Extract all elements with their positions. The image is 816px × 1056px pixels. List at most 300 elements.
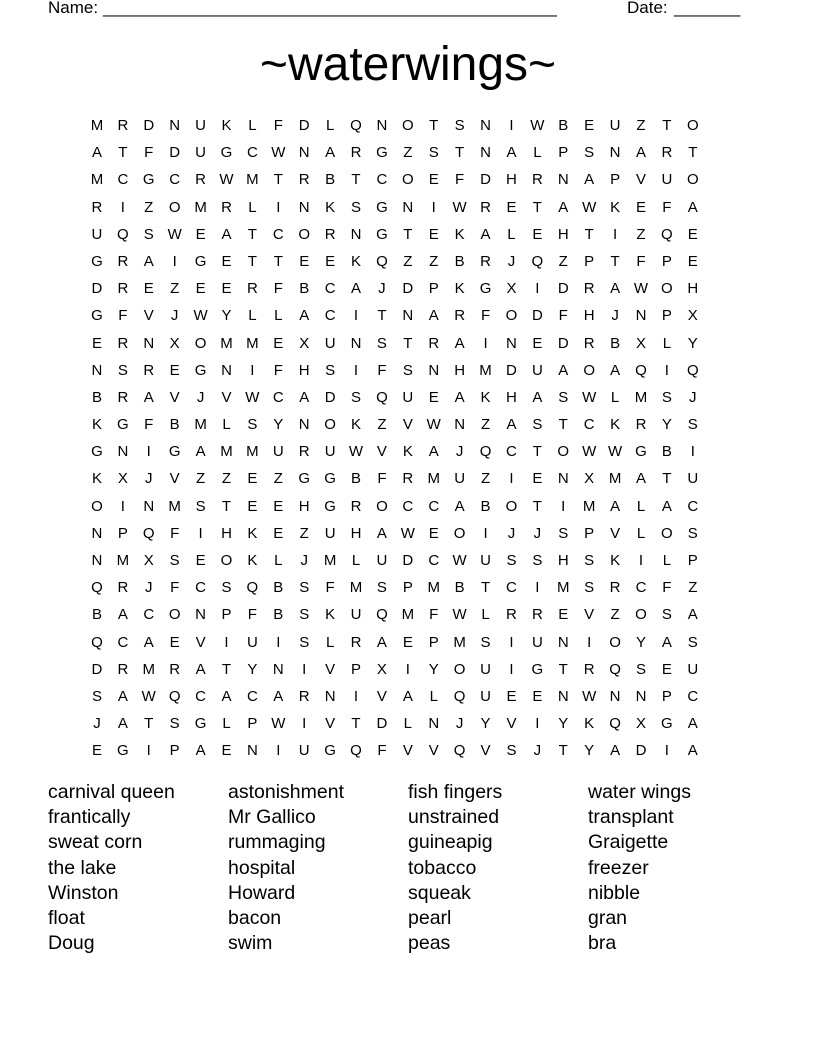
grid-letter: L [351,552,361,569]
grid-letter: Q [635,361,647,379]
grid-letter: Y [428,660,439,678]
grid-letter: A [506,416,517,434]
grid-letter: B [351,470,362,488]
grid-letter: Q [350,117,362,134]
grid-letter: F [247,606,257,624]
grid-letter: Z [377,416,387,434]
grid-row [84,275,732,302]
grid-letter: P [117,524,128,542]
grid-letter: Z [636,117,646,134]
grid-letter: R [298,171,310,189]
grid-letter: F [144,416,154,434]
grid-letter: R [117,579,129,597]
grid-letter: Z [195,470,206,488]
grid-letter: Y [247,660,258,678]
grid-letter: W [452,198,467,216]
grid-letter: S [299,579,310,597]
grid-row [84,194,732,221]
grid-letter: A [402,687,413,705]
grid-letter: Q [246,579,259,597]
grid-letter: C [272,225,284,243]
grid-letter: H [454,361,466,379]
date-blank-line: _______ [674,0,741,17]
name-blank-line: ________________________________________________ [103,0,557,17]
grid-letter: A [687,742,698,760]
grid-letter: M [246,171,259,189]
grid-letter: O [401,171,414,189]
grid-row [84,710,732,737]
grid-letter: N [298,416,310,434]
grid-letter: A [376,524,387,542]
grid-row [84,112,732,139]
grid-letter: A [661,497,672,515]
grid-letter: M [401,606,415,624]
grid-letter: D [91,660,103,678]
grid-letter: Q [479,443,492,461]
grid-letter: P [661,307,672,325]
grid-letter: X [117,470,128,488]
grid-letter: T [532,497,542,515]
grid-letter: F [170,524,180,542]
word-bank-item: sweat corn [48,831,143,854]
grid-letter: K [610,552,621,569]
grid-letter: S [169,552,180,569]
grid-letter: A [558,198,569,216]
grid-letter: H [506,171,517,189]
grid-letter: A [91,144,102,162]
grid-letter: S [91,687,102,705]
grid-letter: N [635,687,647,705]
word-bank-item: hospital [228,856,296,879]
grid-letter: A [428,307,439,325]
grid-letter: U [91,225,103,243]
grid-letter: Z [221,470,232,488]
word-bank-item: Mr Gallico [228,806,316,829]
grid-letter: S [532,552,543,569]
grid-letter: M [194,198,207,216]
grid-letter: U [376,552,388,569]
grid-letter: I [509,660,514,678]
grid-letter: I [302,715,307,733]
grid-letter: A [687,715,698,733]
grid-letter: A [195,443,206,461]
grid-letter: Q [376,388,388,406]
grid-letter: F [429,606,439,624]
grid-letter: U [454,470,466,488]
grid-letter: M [220,334,233,352]
grid-letter: L [325,633,335,651]
grid-letter: R [480,252,491,270]
grid-letter: Z [480,470,491,488]
word-bank-item: transplant [588,806,674,829]
grid-letter: P [661,687,672,705]
grid-letter: L [248,198,257,216]
grid-letter: Z [558,252,568,270]
grid-letter: N [350,334,362,352]
grid-letter: H [506,388,517,406]
grid-letter: W [141,687,156,705]
grid-row [84,629,732,656]
grid-letter: C [376,171,388,189]
grid-letter: W [633,280,649,298]
grid-letter: C [117,633,129,651]
grid-letter: N [91,552,103,569]
grid-letter: U [246,633,258,651]
grid-letter: V [584,606,595,624]
grid-letter: G [479,280,492,298]
grid-letter: L [222,715,231,733]
grid-letter: G [324,742,336,760]
grid-letter: M [90,171,104,189]
grid-letter: Q [609,660,621,678]
grid-letter: A [635,470,646,488]
grid-letter: E [428,388,439,406]
word-bank-item: water wings [588,781,691,803]
grid-letter: S [325,361,336,379]
grid-letter: T [144,715,154,733]
grid-row [84,574,732,601]
grid-letter: S [351,388,362,406]
grid-letter: W [348,443,364,461]
grid-letter: W [245,388,260,406]
grid-letter: Y [687,334,698,352]
grid-letter: I [276,742,281,760]
grid-letter: U [480,687,491,705]
grid-letter: Q [91,633,103,651]
grid-letter: Z [273,470,283,488]
grid-letter: N [428,715,440,733]
grid-letter: E [273,524,284,542]
grid-letter: J [170,307,179,325]
grid-letter: I [198,524,203,542]
grid-letter: A [635,144,646,162]
grid-letter: N [298,144,310,162]
grid-letter: M [168,497,181,515]
grid-letter: A [610,280,621,298]
grid-letter: N [454,416,466,434]
grid-letter: C [324,307,336,325]
grid-letter: H [557,225,569,243]
grid-letter: Z [403,144,413,162]
grid-letter: O [609,633,621,651]
grid-letter: E [532,225,543,243]
grid-letter: I [664,361,669,379]
grid-letter: E [506,198,517,216]
grid-letter: T [273,171,283,189]
grid-letter: Z [636,225,646,243]
grid-letter: M [427,470,440,488]
word-bank-item: pearl [408,906,452,929]
grid-letter: N [117,443,129,461]
grid-letter: A [687,606,698,624]
grid-letter: S [558,388,569,406]
grid-letter: V [169,388,180,406]
grid-letter: J [533,524,542,542]
grid-letter: E [195,552,206,569]
grid-letter: V [169,470,180,488]
grid-letter: R [350,633,362,651]
grid-letter: B [299,280,310,298]
grid-letter: J [689,388,697,406]
grid-letter: I [509,117,514,134]
grid-letter: M [582,497,596,515]
grid-letter: W [582,388,597,406]
grid-letter: U [480,660,491,678]
grid-letter: M [453,633,466,651]
grid-letter: L [325,117,335,134]
grid-letter: I [353,687,359,705]
grid-letter: S [506,742,517,760]
grid-letter: F [118,307,128,325]
grid-letter: A [117,606,128,624]
grid-row [84,221,732,248]
grid-letter: T [273,252,283,270]
grid-letter: P [428,633,439,651]
grid-letter: D [143,117,155,134]
grid-letter: Q [142,524,155,542]
grid-letter: E [299,252,310,270]
grid-letter: E [169,633,180,651]
grid-letter: L [248,307,257,325]
grid-letter: T [403,225,413,243]
grid-letter: O [505,307,518,325]
grid-letter: I [535,280,540,298]
grid-letter: B [558,117,569,134]
grid-letter: M [323,552,337,569]
grid-letter: L [610,388,620,406]
grid-letter: K [454,225,465,243]
grid-letter: N [195,606,206,624]
grid-letter: N [557,687,569,705]
grid-letter: N [350,225,362,243]
grid-letter: I [250,361,255,379]
grid-letter: Y [558,715,569,733]
grid-letter: R [402,470,414,488]
grid-letter: U [687,470,699,488]
grid-letter: U [480,552,491,569]
grid-letter: S [584,144,595,162]
grid-letter: M [246,443,259,461]
grid-letter: Z [610,606,620,624]
grid-letter: E [143,280,154,298]
grid-letter: S [299,633,310,651]
grid-letter: V [480,742,491,760]
grid-letter: V [402,416,413,434]
grid-letter: V [143,307,154,325]
word-bank-item: bacon [228,906,282,929]
grid-row [84,547,732,574]
grid-letter: A [454,388,465,406]
grid-letter: D [402,552,414,569]
grid-letter: W [582,443,597,461]
word-bank-item: gran [588,906,628,929]
grid-letter: D [298,117,310,134]
grid-letter: R [143,361,155,379]
grid-letter: A [506,144,517,162]
word-bank-item: freezer [588,856,649,879]
grid-letter: S [428,144,439,162]
grid-letter: R [635,416,647,434]
grid-letter: O [220,552,233,569]
grid-letter: U [195,144,206,162]
grid-letter: L [222,416,231,434]
grid-letter: J [300,552,308,569]
grid-letter: A [325,144,336,162]
grid-letter: D [635,742,647,760]
grid-letter: F [636,252,646,270]
grid-letter: H [583,307,595,325]
grid-letter: E [635,198,646,216]
grid-letter: M [142,660,156,678]
grid-letter: V [376,687,387,705]
grid-letter: R [324,225,336,243]
grid-letter: V [506,715,517,733]
grid-letter: N [480,117,491,134]
grid-letter: F [273,117,283,134]
grid-letter: Y [584,742,595,760]
word-bank-item: float [48,906,85,929]
grid-letter: A [221,687,232,705]
grid-letter: X [376,660,387,678]
grid-letter: U [298,742,310,760]
grid-letter: I [224,633,229,651]
grid-letter: C [506,443,517,461]
grid-letter: B [169,416,180,434]
grid-letter: D [506,361,517,379]
grid-letter: S [376,334,387,352]
grid-letter: L [248,117,257,134]
grid-row [84,384,732,411]
grid-letter: C [687,497,699,515]
grid-letter: E [169,361,180,379]
grid-letter: M [479,361,492,379]
grid-letter: X [143,552,154,569]
grid-letter: P [610,171,621,189]
grid-letter: G [194,361,207,379]
grid-letter: M [90,117,104,134]
grid-letter: T [558,660,568,678]
grid-letter: B [273,606,284,624]
grid-letter: I [664,742,669,760]
word-bank-item: carnival queen [48,781,175,803]
grid-letter: X [506,280,517,298]
grid-letter: B [325,171,336,189]
grid-letter: S [169,715,180,733]
grid-letter: V [402,742,413,760]
grid-letter: T [558,742,568,760]
grid-letter: L [636,524,646,542]
grid-letter: A [584,171,595,189]
word-bank-item: frantically [48,806,131,829]
grid-letter: A [532,388,543,406]
grid-letter: L [481,606,490,624]
grid-letter: J [533,742,542,760]
grid-letter: J [196,388,205,406]
grid-letter: I [302,660,307,678]
grid-letter: J [145,470,153,488]
grid-letter: S [221,579,232,597]
grid-row [84,601,732,628]
grid-letter: O [661,524,673,542]
grid-letter: S [402,361,413,379]
grid-letter: S [558,524,569,542]
grid-letter: K [247,552,258,569]
grid-letter: T [351,171,361,189]
grid-letter: H [298,497,310,515]
grid-letter: G [117,416,129,434]
grid-letter: I [146,443,151,461]
grid-letter: W [582,198,597,216]
name-label: Name: [48,0,99,17]
grid-letter: T [610,252,620,270]
grid-letter: R [428,334,440,352]
grid-letter: Y [480,715,491,733]
grid-letter: T [532,198,542,216]
grid-letter: A [661,633,672,651]
grid-letter: I [638,552,644,569]
grid-letter: E [325,252,336,270]
grid-letter: E [558,606,569,624]
grid-letter: A [299,388,310,406]
grid-letter: K [402,443,413,461]
grid-letter: U [661,171,673,189]
grid-letter: K [351,252,362,270]
grid-letter: W [607,443,623,461]
grid-letter: J [455,715,464,733]
grid-letter: E [247,497,258,515]
grid-letter: P [687,552,698,569]
grid-letter: K [325,606,336,624]
grid-letter: E [532,470,543,488]
grid-letter: E [687,225,698,243]
grid-letter: P [351,660,362,678]
grid-letter: I [276,198,281,216]
grid-letter: I [276,633,281,651]
grid-letter: G [91,307,103,325]
grid-letter: A [351,280,362,298]
grid-letter: G [220,144,233,162]
grid-letter: O [686,117,699,134]
grid-letter: A [454,334,465,352]
grid-letter: Y [661,416,672,434]
grid-letter: P [221,606,232,624]
grid-letter: Q [531,252,544,270]
grid-letter: E [532,334,543,352]
grid-letter: I [535,579,540,597]
grid-letter: D [169,144,181,162]
grid-letter: C [246,687,258,705]
grid-letter: R [350,144,362,162]
grid-letter: N [143,497,155,515]
grid-letter: L [507,225,516,243]
grid-letter: X [299,334,310,352]
grid-letter: Y [221,307,232,325]
grid-letter: O [194,334,207,352]
grid-letter: R [117,117,129,134]
grid-letter: G [324,470,336,488]
grid-letter: N [609,144,621,162]
grid-letter: D [91,280,103,298]
grid-letter: S [635,660,646,678]
grid-letter: B [91,388,102,406]
grid-letter: A [117,715,128,733]
grid-letter: E [91,742,102,760]
grid-letter: I [483,334,488,352]
grid-letter: E [247,470,258,488]
grid-letter: A [273,687,284,705]
grid-letter: Q [376,606,388,624]
grid-letter: E [532,687,543,705]
